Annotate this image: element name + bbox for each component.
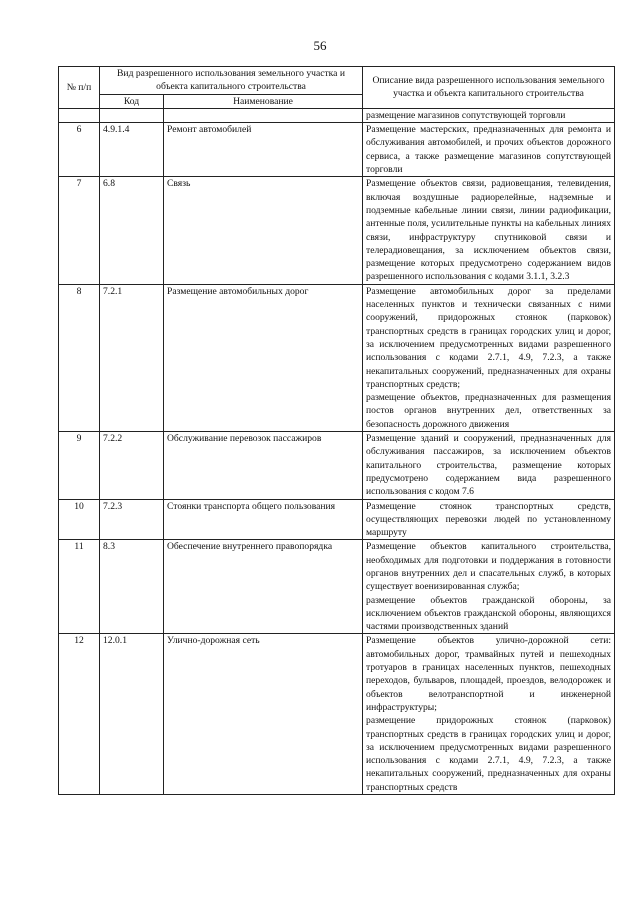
land-use-table [58,66,615,795]
row-description [363,284,615,431]
row-number: 7 [59,177,100,284]
description-paragraph: размещение объектов гражданской обороны, за исключением объектов гражданской обороны, являющихся частями производственных зданий [366,594,612,633]
table-row [59,177,615,284]
row-number: 6 [59,123,100,177]
description-paragraph: Размещение объектов улично-дорожной сети: автомобильных дорог, трамвайных путей и пешеходных тротуаров в границах населенных пунктов, пешеходных переходов, бульваров, площадей, проездов, велодорожек и объектов велотранспортной и инженерной инфраструктуры; [366,635,612,713]
row-description [363,432,615,499]
description-paragraph: Размещение мастерских, предназначенных для ремонта и обслуживания автомобилей, и прочих объектов дорожного сервиса, а также размещение магазинов сопутствующей торговли [366,124,612,176]
description-paragraph: Размещение автомобильных дорог за пределами населенных пунктов и технически связанных с ними сооружений, придорожных стоянок (парковок) транспортных средств в границах городских улиц и дорог, за исключением предусмотренных видами разрешенного использования с кодами 2.7.1, 4.9, 7.2.3, а также некапитальных сооружений, предназначенных для охраны транспортных средств; [366,285,612,390]
row-name: Связь [164,177,363,284]
row-description [363,634,615,795]
description-paragraph: Размещение зданий и сооружений, предназначенных для обслуживания пассажиров, за исключением объектов капитального строительства, размещение которых предусмотрено содержанием вида разрешенного использования с кодом 7.6 [366,433,612,498]
table-row [59,634,615,795]
description-paragraph: Размещение объектов капитального строительства, необходимых для подготовки и поддержания в готовности органов внутренних дел и спасательных служб, в которых существует военизированная служба; [366,541,612,593]
header-name: Наименование [164,94,363,108]
row-code: 12.0.1 [100,634,164,795]
table-row [59,499,615,540]
row-name: Улично-дорожная сеть [164,634,363,795]
row-description [363,499,615,540]
row-number: 12 [59,634,100,795]
row-code: 7.2.2 [100,432,164,499]
description-paragraph: размещение объектов, предназначенных для размещения постов органов внутренних дел, ответственных за безопасность дорожного движения [366,392,612,430]
row-description [363,540,615,634]
row-code: 8.3 [100,540,164,634]
row-code: 7.2.3 [100,499,164,540]
description-paragraph: размещение придорожных стоянок (парковок) транспортных средств в границах городских улиц и дорог, за исключением предусмотренных видами разрешенного использования с кодами 2.7.1, 4.9, 7.2.3, а также некапитальных сооружений, предназначенных для охраны транспортных средств [366,715,612,793]
row-name: Ремонт автомобилей [164,123,363,177]
header-code: Код [100,94,164,108]
row-description [363,123,615,177]
row-name: Обслуживание перевозок пассажиров [164,432,363,499]
table-row [59,123,615,177]
page-number: 56 [313,38,327,53]
table-row [59,540,615,634]
row-number: 10 [59,499,100,540]
description-paragraph: Размещение стоянок транспортных средств, осуществляющих перевозки людей по установленному маршруту [366,500,612,539]
header-description: Описание вида разрешенного использования земельного участка и объекта капитального строительства [363,67,615,109]
row-code: 4.9.1.4 [100,123,164,177]
row-description [363,177,615,284]
row-number: 9 [59,432,100,499]
row-name: Обеспечение внутреннего правопорядка [164,540,363,634]
row-number: 8 [59,284,100,431]
row-name: Стоянки транспорта общего пользования [164,499,363,540]
description-paragraph: Размещение объектов связи, радиовещания, телевидения, включая воздушные радиорелейные, надземные и подземные кабельные линии связи, линии радиофикации, антенные поля, усилительные пункты на кабельных линиях связи, инфраструктуру спутниковой связи и телерадиовещания, за исключением объектов связи, размещение которых предусмотрено содержанием видов разрешенного использования с кодами 3.1.1, 3.2.3 [366,178,612,283]
table-row [59,284,615,431]
row-code: 6.8 [100,177,164,284]
row-number: 11 [59,540,100,634]
table-row [59,432,615,499]
continuation-row [59,108,615,122]
continuation-text: размещение магазинов сопутствующей торговли [363,108,615,122]
row-code: 7.2.1 [100,284,164,431]
header-group: Вид разрешенного использования земельного участка и объекта капитального строительства [100,67,363,95]
header-num: № п/п [59,67,100,109]
row-name: Размещение автомобильных дорог [164,284,363,431]
